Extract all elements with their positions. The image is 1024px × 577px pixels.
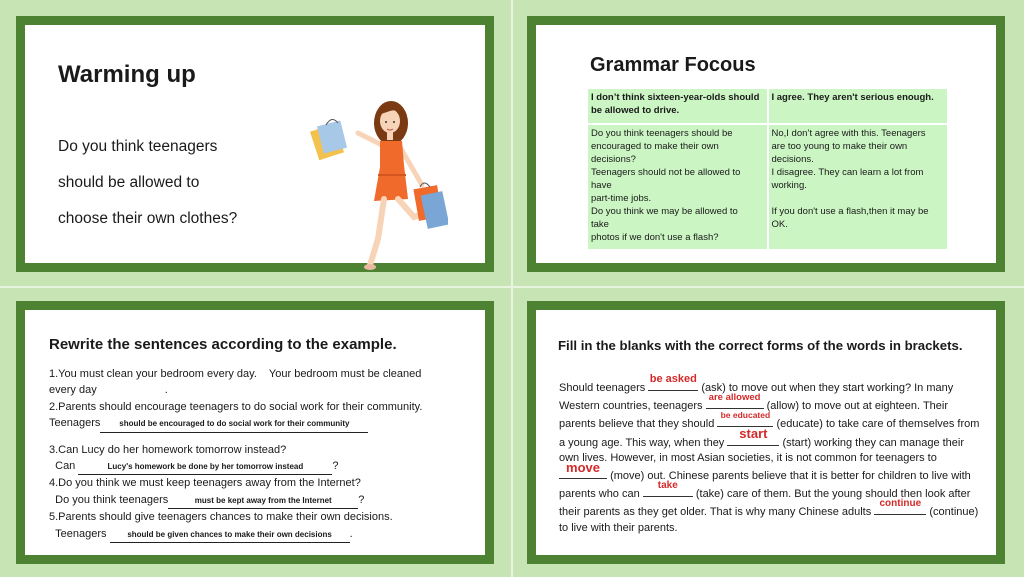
answer-text: should be given chances to make their own decisions <box>127 529 332 539</box>
passage-text: (allow) to move out at eighteen. Their parents believe that they should <box>559 400 949 431</box>
exercise-line: 3.Can Lucy do her homework tomorrow instead? <box>49 443 287 456</box>
passage-text: (educate) to take care of themselves from a young age. This way, when they <box>559 418 980 449</box>
slide-grammar-focus[interactable] <box>527 16 1005 272</box>
answer-text: be educated <box>720 410 771 421</box>
table-row <box>588 125 947 249</box>
exercise-line <box>49 415 469 432</box>
cell-line: Do you think we may be allowed to <box>591 206 738 217</box>
question-line: choose their own clothes? <box>58 210 238 227</box>
exercise-line <box>49 492 469 509</box>
table-cell: I agree. They aren't serious enough. <box>769 89 948 123</box>
warming-up-question <box>58 129 268 237</box>
exercise-line: 1.You must clean your bedroom every day. Your bedroom must be cleaned <box>49 368 422 380</box>
cell-line: OK. <box>771 219 788 230</box>
exercise-line: 5.Parents should give teenagers chances to make their own decisions. <box>49 511 393 524</box>
exercise-text: ? <box>332 460 339 473</box>
cell-line <box>772 192 945 205</box>
question-line: Do you think teenagers <box>58 138 218 155</box>
passage-text: (ask) to move out when they start working? In many Western countries, teenagers <box>559 382 954 413</box>
answer-text: should be encouraged to do social work for their community <box>119 419 350 429</box>
shopping-girl-illustration <box>308 89 448 274</box>
answer-blank[interactable] <box>727 426 779 446</box>
shopping-bag-icon <box>310 119 347 160</box>
answer-text: continue <box>879 498 922 510</box>
cell-line: decisions? <box>591 154 636 165</box>
exercise-line <box>49 382 469 398</box>
answer-text: take <box>657 480 678 492</box>
slide-title: Warming up <box>58 61 196 88</box>
cell-line: part-time jobs. <box>591 193 652 204</box>
exercise-line: 4.Do you think we must keep teenagers away from the Internet? <box>49 477 361 490</box>
table-cell <box>769 125 948 249</box>
answer-text: start <box>739 426 768 442</box>
answer-text: must be kept away from the Internet <box>194 495 332 505</box>
slide-title: Fill in the blanks with the correct forms of the words in brackets. <box>558 338 963 353</box>
slide-fill-in-blanks[interactable] <box>527 301 1005 564</box>
answer-blank[interactable] <box>110 526 350 543</box>
answer-blank[interactable] <box>559 459 607 479</box>
exercise-line: 2.Parents should encourage teenagers to do social work for their community. <box>49 400 423 413</box>
cell-line: Teenagers should not be allowed to <box>591 167 741 178</box>
cell-line: encouraged to make their own <box>591 141 719 152</box>
passage-text: (take) care of them. But the young should then look after their parents as they get older. That is why many Chinese adults <box>559 488 971 519</box>
vertical-divider <box>511 0 513 577</box>
cell-line: take <box>591 219 609 230</box>
exercise-text: Do you think teenagers <box>55 493 169 506</box>
exercise-text: ? <box>358 493 365 506</box>
cell-line: Do you think teenagers should be <box>591 128 733 139</box>
passage-text: (continue) to live with their parents. <box>559 506 979 534</box>
cell-line: If you don't use a flash,then it may be <box>771 206 929 217</box>
passage-text: (start) working they can manage their own lives. However, in most Asian societies, it is not common for teenagers to <box>559 436 965 464</box>
answer-blank[interactable] <box>168 492 358 509</box>
cell-line: No,I don’t agree with this. Teenagers <box>771 128 926 139</box>
exercise-text: . <box>164 384 168 397</box>
exercise-list <box>49 366 469 543</box>
answer-text: move <box>566 459 600 475</box>
spacer <box>49 433 469 442</box>
passage-text: Should teenagers <box>559 382 646 394</box>
answer-blank[interactable] <box>78 458 332 475</box>
cell-line: are too young to make their own <box>771 141 908 152</box>
answer-blank[interactable] <box>643 480 693 497</box>
cell-line: photos if we don't use a flash? <box>591 232 719 243</box>
table-row <box>588 89 947 123</box>
exercise-text: Teenagers <box>55 527 107 540</box>
answer-blank[interactable] <box>648 372 698 391</box>
answer-text: are allowed <box>708 392 761 403</box>
passage-text: (move) out. Chinese parents believe that it is better for children to live with parents who can <box>559 470 971 501</box>
slide-title: Grammar Focous <box>590 54 756 76</box>
answer-text: Lucy's homework be done by her tomorrow instead <box>107 462 304 472</box>
exercise-text: . <box>349 527 353 540</box>
cell-line: working. <box>771 180 807 191</box>
cell-line: decisions. <box>771 154 814 165</box>
question-line: should be allowed to <box>58 174 200 191</box>
slide-rewrite-sentences[interactable] <box>16 301 494 564</box>
shopping-bag-icon <box>413 183 448 229</box>
exercise-line <box>49 458 469 475</box>
cell-line: I disagree. They can learn a lot from <box>771 167 924 178</box>
answer-text: be asked <box>649 372 697 385</box>
cloze-passage <box>559 372 984 536</box>
exercise-text: every day <box>49 384 97 397</box>
slide-warming-up[interactable] <box>16 16 494 272</box>
exercise-text: Can <box>55 460 76 473</box>
table-cell: I don’t think sixteen-year-olds should be allowed to drive. <box>588 89 767 123</box>
table-cell <box>588 125 767 249</box>
answer-blank[interactable] <box>100 415 368 432</box>
exercise-text: Teenagers <box>49 417 101 430</box>
grammar-table <box>586 87 949 251</box>
slide-title: Rewrite the sentences according to the example. <box>49 336 397 353</box>
exercise-line <box>49 526 469 543</box>
cell-line: have <box>591 180 612 191</box>
answer-blank[interactable] <box>874 498 926 515</box>
horizontal-divider <box>0 286 1024 288</box>
